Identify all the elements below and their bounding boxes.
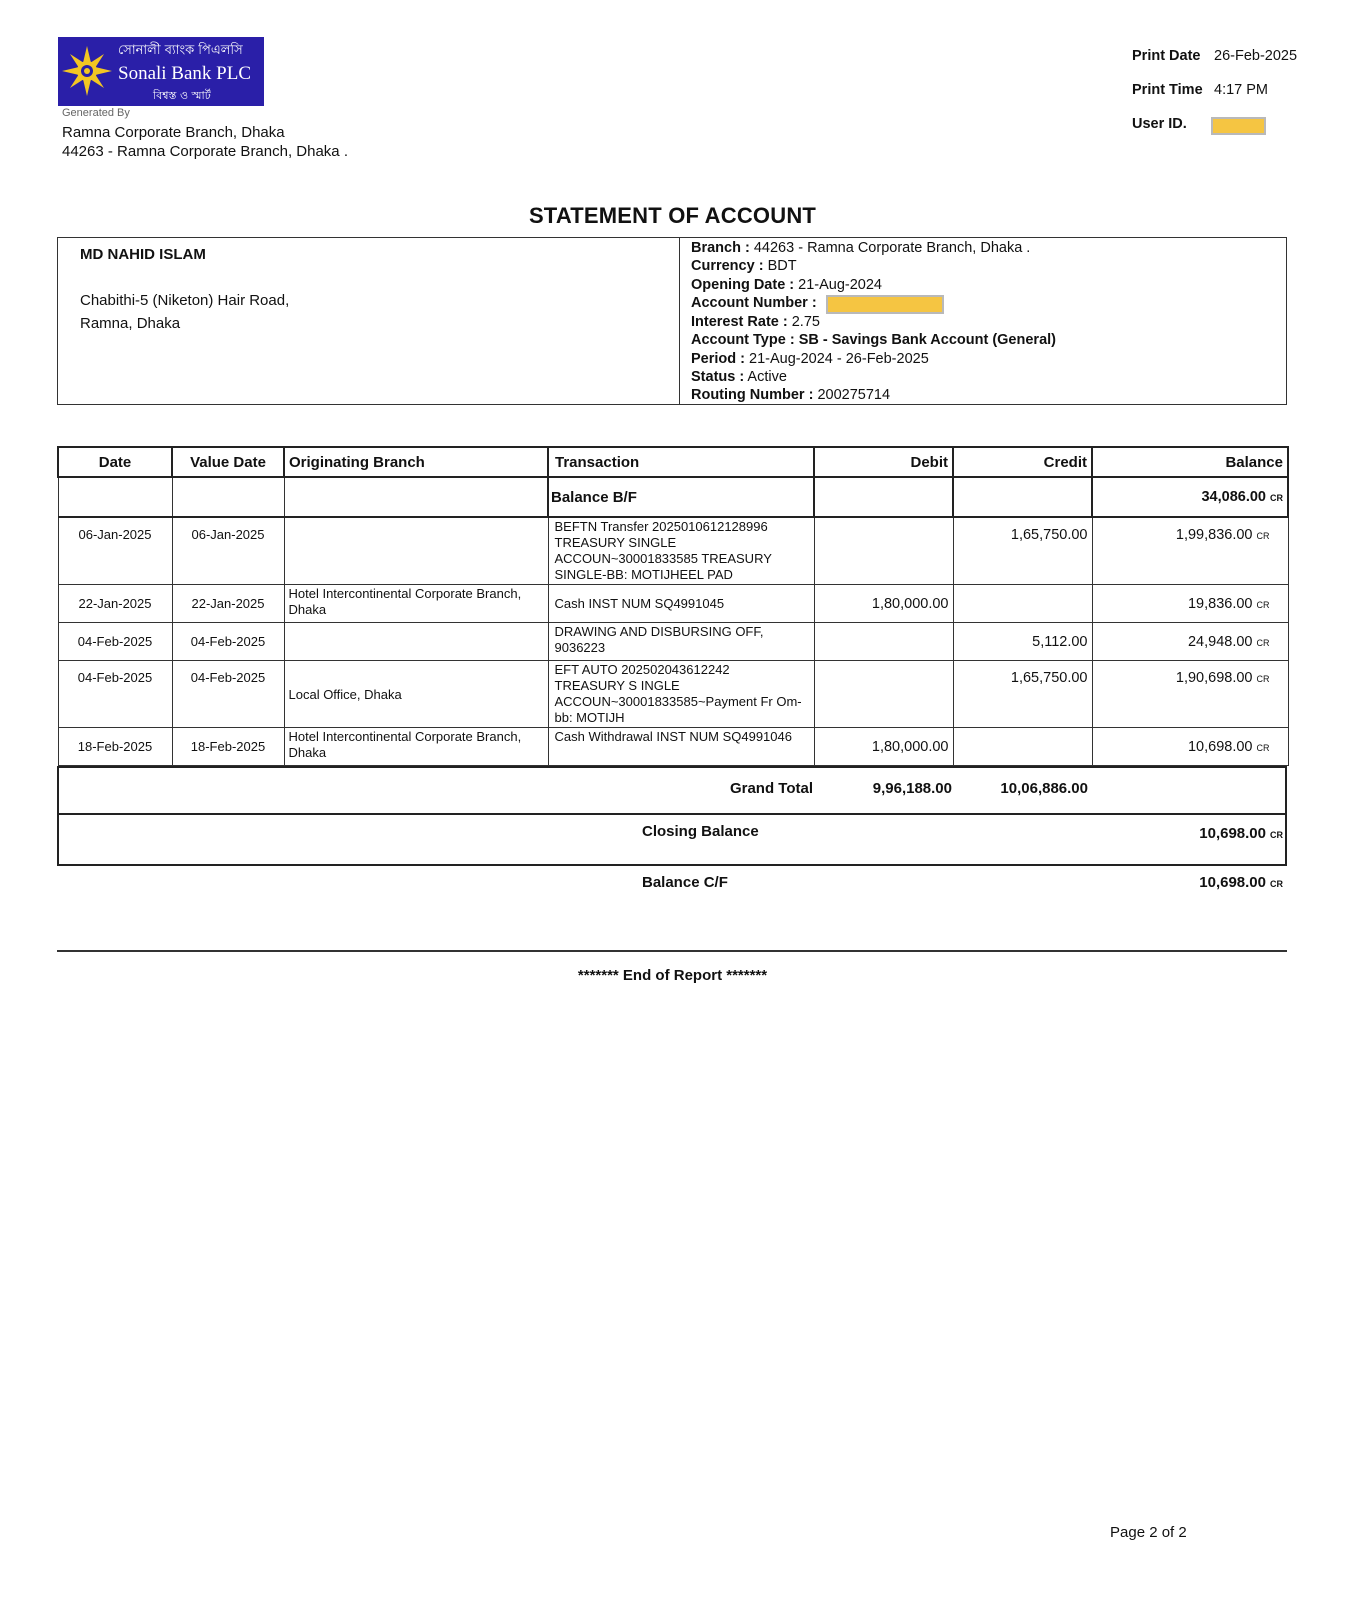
info-period: Period : 21-Aug-2024 - 26-Feb-2025	[691, 351, 929, 367]
grand-total-credit: 10,06,886.00	[1000, 780, 1088, 797]
row-credit: 1,65,750.00	[953, 517, 1092, 585]
row-credit	[953, 585, 1092, 623]
table-header-row	[58, 447, 1288, 477]
transactions-table	[57, 446, 1289, 766]
generated-by-label: Generated By	[62, 107, 130, 119]
end-of-report: ******* End of Report *******	[577, 967, 768, 984]
col-header-balance: Balance	[1092, 447, 1288, 477]
info-status: Status : Active	[691, 369, 787, 385]
row-value-date: 04-Feb-2025	[172, 661, 284, 728]
row-branch: Hotel Intercontinental Corporate Branch, Dhaka	[284, 728, 548, 766]
col-header-originating-branch: Originating Branch	[284, 447, 548, 477]
table-row	[58, 585, 1288, 623]
logo-bengali-name: সোনালী ব্যাংক পিএলসি	[118, 43, 243, 58]
sun-emblem-icon	[62, 43, 112, 99]
row-branch: Local Office, Dhaka	[284, 661, 548, 728]
info-opening-date: Opening Date : 21-Aug-2024	[691, 277, 882, 293]
row-transaction: Cash Withdrawal INST NUM SQ4991046	[548, 728, 814, 766]
page-number: Page 2 of 2	[1110, 1524, 1187, 1541]
row-credit	[953, 728, 1092, 766]
customer-name: MD NAHID ISLAM	[80, 246, 206, 263]
balance-cf-label: Balance C/F	[642, 874, 728, 891]
info-routing-number: Routing Number : 200275714	[691, 387, 891, 403]
row-balance: 1,99,836.00 CR	[1092, 517, 1288, 585]
table-row	[58, 517, 1288, 585]
balance-bf-label: Balance B/F	[548, 477, 814, 517]
customer-address-line-2: Ramna, Dhaka	[80, 315, 181, 332]
row-balance: 24,948.00 CR	[1092, 623, 1288, 661]
user-id-label: User ID.	[1132, 116, 1187, 132]
balance-cf-value: 10,698.00 CR	[1199, 874, 1283, 891]
row-branch	[284, 623, 548, 661]
row-debit	[814, 517, 953, 585]
row-transaction: Cash INST NUM SQ4991045	[548, 585, 814, 623]
row-debit	[814, 661, 953, 728]
row-transaction: DRAWING AND DISBURSING OFF, 9036223	[548, 623, 814, 661]
col-header-credit: Credit	[953, 447, 1092, 477]
customer-address-line-1: Chabithi-5 (Niketon) Hair Road,	[80, 292, 290, 309]
info-account-type: Account Type : SB - Savings Bank Account (General)	[691, 332, 1056, 348]
col-header-value-date: Value Date	[172, 447, 284, 477]
print-date-label: Print Date	[1132, 48, 1201, 64]
grand-total-box	[57, 766, 1287, 815]
statement-title: STATEMENT OF ACCOUNT	[528, 203, 817, 228]
print-date-value: 26-Feb-2025	[1214, 48, 1298, 64]
table-row	[58, 623, 1288, 661]
col-header-debit: Debit	[814, 447, 953, 477]
row-debit: 1,80,000.00	[814, 728, 953, 766]
row-branch: Hotel Intercontinental Corporate Branch, Dhaka	[284, 585, 548, 623]
row-branch	[284, 517, 548, 585]
logo-tagline: বিশ্বস্ত ও স্মার্ট	[153, 89, 211, 102]
account-info-box	[57, 237, 1287, 405]
print-time-value: 4:17 PM	[1214, 82, 1268, 98]
row-debit: 1,80,000.00	[814, 585, 953, 623]
row-credit: 1,65,750.00	[953, 661, 1092, 728]
row-date: 04-Feb-2025	[58, 623, 172, 661]
table-row	[58, 661, 1288, 728]
row-date: 04-Feb-2025	[58, 661, 172, 728]
row-value-date: 04-Feb-2025	[172, 623, 284, 661]
row-transaction: EFT AUTO 202502043612242 TREASURY S INGLE ACCOUN~30001833585~Payment Fr Om- bb: MOTIJH	[548, 661, 814, 728]
branch-code-line: 44263 - Ramna Corporate Branch, Dhaka .	[62, 143, 348, 160]
closing-balance-value: 10,698.00 CR	[1199, 825, 1283, 842]
grand-total-label: Grand Total	[729, 780, 813, 797]
user-id-redaction	[1211, 117, 1266, 135]
row-debit	[814, 623, 953, 661]
row-value-date: 06-Jan-2025	[172, 517, 284, 585]
report-divider	[57, 950, 1287, 952]
row-balance: 19,836.00 CR	[1092, 585, 1288, 623]
bank-logo	[58, 37, 264, 106]
row-transaction: BEFTN Transfer 2025010612128996 TREASURY SINGLE ACCOUN~30001833585 TREASURY SINGLE-BB: MOTIJHEEL PAD	[548, 517, 814, 585]
balance-bf-row	[58, 477, 1288, 517]
info-branch: Branch : 44263 - Ramna Corporate Branch, Dhaka .	[691, 240, 1031, 256]
print-time-label: Print Time	[1132, 82, 1203, 98]
info-currency: Currency : BDT	[691, 258, 797, 274]
row-value-date: 18-Feb-2025	[172, 728, 284, 766]
row-credit: 5,112.00	[953, 623, 1092, 661]
closing-balance-label: Closing Balance	[642, 823, 759, 840]
col-header-date: Date	[58, 447, 172, 477]
account-number-redaction	[826, 295, 944, 314]
info-box-divider	[679, 237, 680, 405]
row-date: 18-Feb-2025	[58, 728, 172, 766]
logo-english-name: Sonali Bank PLC	[118, 63, 252, 84]
branch-name-line: Ramna Corporate Branch, Dhaka	[62, 124, 285, 141]
info-interest-rate: Interest Rate : 2.75	[691, 314, 820, 330]
grand-total-debit: 9,96,188.00	[872, 780, 952, 797]
row-date: 06-Jan-2025	[58, 517, 172, 585]
row-date: 22-Jan-2025	[58, 585, 172, 623]
info-account-number: Account Number :	[691, 295, 817, 311]
row-value-date: 22-Jan-2025	[172, 585, 284, 623]
row-balance: 1,90,698.00 CR	[1092, 661, 1288, 728]
balance-bf-value: 34,086.00 CR	[1092, 477, 1288, 517]
row-balance: 10,698.00 CR	[1092, 728, 1288, 766]
col-header-transaction: Transaction	[548, 447, 814, 477]
table-row	[58, 728, 1288, 766]
